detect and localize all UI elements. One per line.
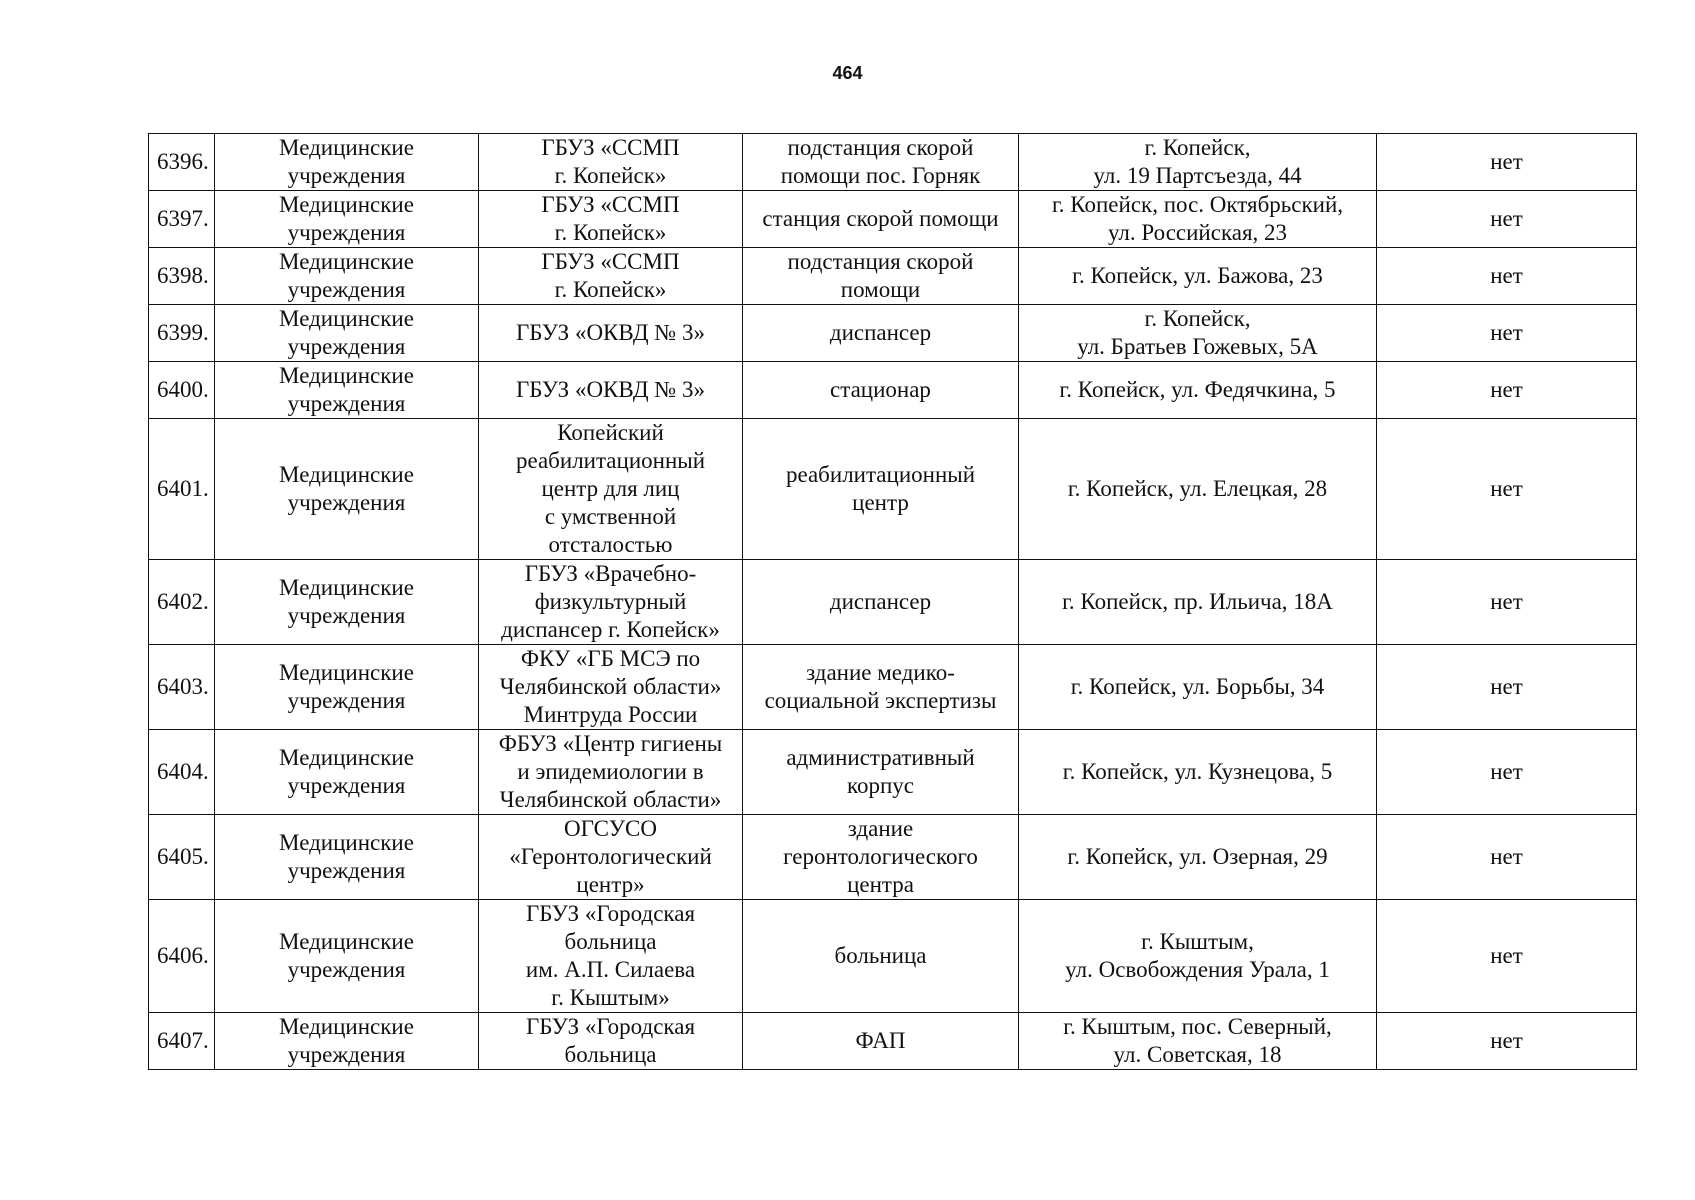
organization-cell: ГБУЗ «ССМП г. Копейск»	[479, 191, 743, 248]
registry-table	[148, 133, 1637, 1070]
organization-cell: ГБУЗ «Городская больница	[479, 1013, 743, 1070]
object-cell: диспансер	[743, 560, 1019, 645]
row-number: 6405.	[149, 815, 215, 900]
row-number: 6403.	[149, 645, 215, 730]
table-row	[149, 815, 1637, 900]
row-number: 6398.	[149, 248, 215, 305]
object-cell: диспансер	[743, 305, 1019, 362]
status-cell: нет	[1377, 645, 1637, 730]
organization-cell: Копейский реабилитационный центр для лиц с умственной отсталостью	[479, 419, 743, 560]
status-cell: нет	[1377, 815, 1637, 900]
address-cell: г. Копейск, пос. Октябрьский, ул. Российская, 23	[1019, 191, 1377, 248]
category-cell: Медицинские учреждения	[215, 730, 479, 815]
address-cell: г. Копейск, ул. Федячкина, 5	[1019, 362, 1377, 419]
category-cell: Медицинские учреждения	[215, 248, 479, 305]
table-row	[149, 305, 1637, 362]
category-cell: Медицинские учреждения	[215, 419, 479, 560]
address-cell: г. Копейск, ул. Елецкая, 28	[1019, 419, 1377, 560]
status-cell: нет	[1377, 248, 1637, 305]
row-number: 6397.	[149, 191, 215, 248]
status-cell: нет	[1377, 419, 1637, 560]
row-number: 6399.	[149, 305, 215, 362]
address-cell: г. Копейск, ул. Бажова, 23	[1019, 248, 1377, 305]
row-number: 6402.	[149, 560, 215, 645]
status-cell: нет	[1377, 900, 1637, 1013]
address-cell: г. Копейск, ул. Борьбы, 34	[1019, 645, 1377, 730]
table-row	[149, 191, 1637, 248]
object-cell: стационар	[743, 362, 1019, 419]
address-cell: г. Копейск, ул. Озерная, 29	[1019, 815, 1377, 900]
row-number: 6396.	[149, 134, 215, 191]
category-cell: Медицинские учреждения	[215, 362, 479, 419]
status-cell: нет	[1377, 730, 1637, 815]
table-row	[149, 419, 1637, 560]
table-row	[149, 560, 1637, 645]
object-cell: подстанция скорой помощи	[743, 248, 1019, 305]
object-cell: больница	[743, 900, 1019, 1013]
row-number: 6404.	[149, 730, 215, 815]
table-row	[149, 1013, 1637, 1070]
object-cell: реабилитационный центр	[743, 419, 1019, 560]
status-cell: нет	[1377, 134, 1637, 191]
category-cell: Медицинские учреждения	[215, 305, 479, 362]
address-cell: г. Копейск, ул. 19 Партсъезда, 44	[1019, 134, 1377, 191]
status-cell: нет	[1377, 305, 1637, 362]
page-number: 464	[832, 63, 863, 83]
organization-cell: ФКУ «ГБ МСЭ по Челябинской области» Минтруда России	[479, 645, 743, 730]
status-cell: нет	[1377, 1013, 1637, 1070]
organization-cell: ГБУЗ «Городская больница им. А.П. Силаева г. Кыштым»	[479, 900, 743, 1013]
category-cell: Медицинские учреждения	[215, 1013, 479, 1070]
address-cell: г. Копейск, ул. Кузнецова, 5	[1019, 730, 1377, 815]
organization-cell: ГБУЗ «ОКВД № 3»	[479, 305, 743, 362]
organization-cell: ГБУЗ «ССМП г. Копейск»	[479, 134, 743, 191]
organization-cell: ОГСУСО «Геронтологический центр»	[479, 815, 743, 900]
object-cell: административный корпус	[743, 730, 1019, 815]
category-cell: Медицинские учреждения	[215, 560, 479, 645]
object-cell: здание медико- социальной экспертизы	[743, 645, 1019, 730]
table-row	[149, 900, 1637, 1013]
table-row	[149, 362, 1637, 419]
category-cell: Медицинские учреждения	[215, 645, 479, 730]
address-cell: г. Копейск, ул. Братьев Гожевых, 5А	[1019, 305, 1377, 362]
address-cell: г. Кыштым, ул. Освобождения Урала, 1	[1019, 900, 1377, 1013]
table-row	[149, 134, 1637, 191]
category-cell: Медицинские учреждения	[215, 815, 479, 900]
organization-cell: ГБУЗ «ОКВД № 3»	[479, 362, 743, 419]
status-cell: нет	[1377, 191, 1637, 248]
status-cell: нет	[1377, 560, 1637, 645]
category-cell: Медицинские учреждения	[215, 191, 479, 248]
organization-cell: ГБУЗ «Врачебно- физкультурный диспансер г. Копейск»	[479, 560, 743, 645]
table-row	[149, 248, 1637, 305]
organization-cell: ФБУЗ «Центр гигиены и эпидемиологии в Челябинской области»	[479, 730, 743, 815]
row-number: 6406.	[149, 900, 215, 1013]
category-cell: Медицинские учреждения	[215, 900, 479, 1013]
object-cell: подстанция скорой помощи пос. Горняк	[743, 134, 1019, 191]
object-cell: станция скорой помощи	[743, 191, 1019, 248]
category-cell: Медицинские учреждения	[215, 134, 479, 191]
row-number: 6401.	[149, 419, 215, 560]
organization-cell: ГБУЗ «ССМП г. Копейск»	[479, 248, 743, 305]
address-cell: г. Кыштым, пос. Северный, ул. Советская, 18	[1019, 1013, 1377, 1070]
row-number: 6407.	[149, 1013, 215, 1070]
table-row	[149, 730, 1637, 815]
address-cell: г. Копейск, пр. Ильича, 18А	[1019, 560, 1377, 645]
table-row	[149, 645, 1637, 730]
row-number: 6400.	[149, 362, 215, 419]
object-cell: ФАП	[743, 1013, 1019, 1070]
object-cell: здание геронтологического центра	[743, 815, 1019, 900]
status-cell: нет	[1377, 362, 1637, 419]
